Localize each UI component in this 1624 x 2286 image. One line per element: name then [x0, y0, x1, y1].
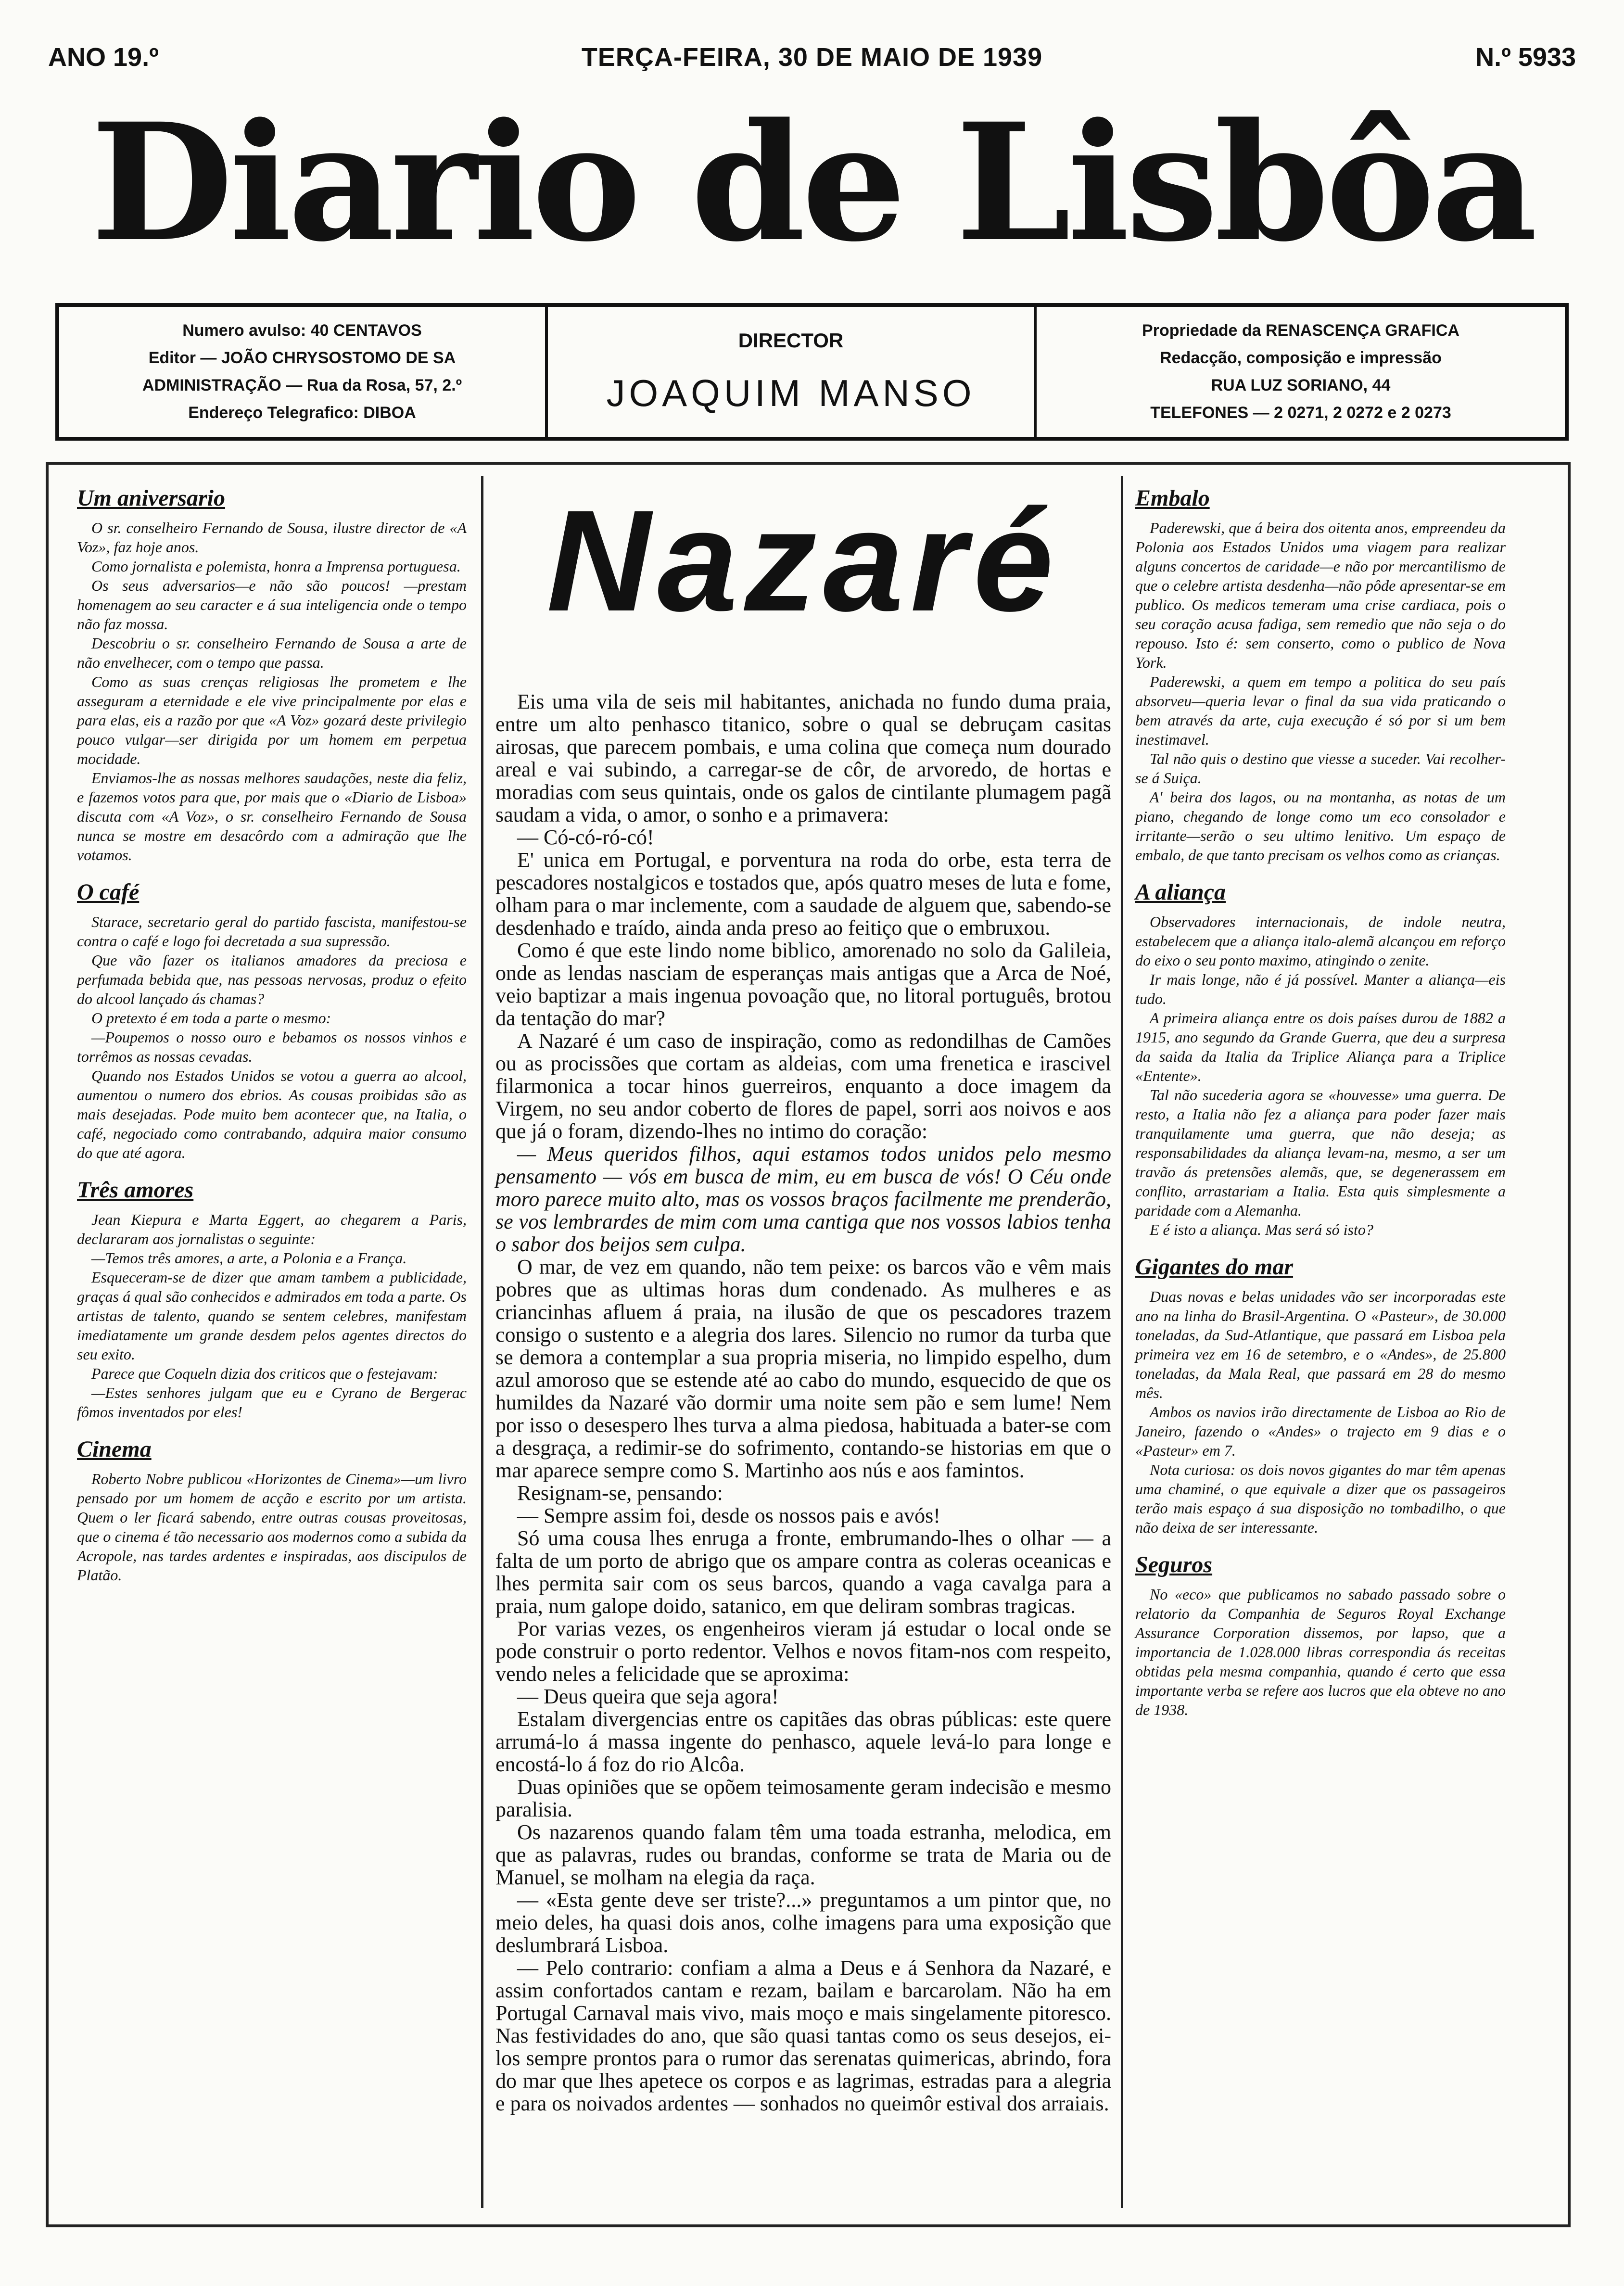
section-paragraph: O pretexto é em toda a parte o mesmo:	[91, 1009, 331, 1027]
section-paragraph: Quando nos Estados Unidos se votou a guerra ao alcool, aumentou o numero dos ebrios. As cousas proibidas são as mais desejadas. Pode muito bem acontecer que, na Italia, o café, negociado como contrabando, adquira maior consumo do que até agora.	[77, 1067, 467, 1161]
article-paragraph: Estalam divergencias entre os capitães das obras públicas: este quere arrumá-lo á massa ingente do penhasco, aquele levá-lo para longe e encostá-lo á foz do rio Alcôa.	[495, 1707, 1111, 1776]
section-paragraph: Enviamos-lhe as nossas melhores saudações, neste dia feliz, e fazemos votos para que, por mais que o «Diario de Lisboa» discuta com «A Voz», o sr. conselheiro Fernando de Sousa nunca se mostre em desacôrdo com a admiração que lhe votamos.	[77, 769, 467, 864]
section-paragraph: Descobriu o sr. conselheiro Fernando de Sousa a arte de não envelhecer, com o tempo que passa.	[77, 635, 467, 671]
section-heading: A aliança	[1135, 879, 1226, 905]
section-paragraph: —Temos três amores, a arte, a Polonia e a França.	[91, 1249, 407, 1267]
section-heading: Gigantes do mar	[1135, 1254, 1294, 1280]
column-section	[77, 1432, 467, 1585]
section-paragraph: Roberto Nobre publicou «Horizontes de Cinema»—um livro pensado por um homem de acção e escrito por um artista. Quem o ler ficará sabendo, entre outras cousas proveitosas, que o cinema é tão necessario aos modernos como a subida da Acropole, nas tardes ardentes e inspiradas, aos discipulos de Platão.	[77, 1470, 467, 1584]
section-paragraph: Paderewski, que á beira dos oitenta anos, empreendeu da Polonia aos Estados Unidos uma viagem para realizar alguns concertos de caridade—e não por mercantilismo de que o celebre artista desdenha—não pôde apresentar-se em publico. Os medicos temeram uma crise cardiaca, pois o seu coração acusa fadiga, sem remedio que não seja o do repouso. Isto é: sem conserto, como o publico de Nova York.	[1135, 519, 1506, 671]
column-rule-right	[1121, 476, 1123, 2208]
article-paragraph: — «Esta gente deve ser triste?...» preguntamos a um pintor que, no meio deles, ha quasi dois anos, colhe imagens para uma exposição que deslumbrará Lisboa.	[495, 1888, 1111, 1957]
ownership-line: Propriedade da RENASCENÇA GRAFICA	[1142, 321, 1459, 340]
article-paragraph: Os nazarenos quando falam têm uma toada estranha, melodica, em que as palavras, rudes ou brandas, conforme se trata de Maria ou de Manuel, se molham na elegia da raça.	[495, 1820, 1111, 1889]
left-column	[77, 481, 467, 1595]
printing-line: Redacção, composição e impressão	[1160, 349, 1442, 367]
article-paragraph: Por varias vezes, os engenheiros vieram já estudar o local onde se pode construir o porto redentor. Velhos e novos fitam-nos com respeito, vendo neles a felicidade que se aproxima:	[495, 1617, 1111, 1686]
article-paragraph: E' unica em Portugal, e porventura na roda do orbe, esta terra de pescadores nostalgicos e tostados que, após quatro meses de luta e fome, olham para o mar inclemente, com a saudade de alguem que, sabendo-se desdenhado e traído, ainda anda preso ao feitiço que o embruxou.	[495, 848, 1111, 940]
article-paragraph: Eis uma vila de seis mil habitantes, anichada no fundo duma praia, entre um alto penhasco titanico, sobre o qual se debruçam casitas airosas, que parecem pombais, e uma colina que começa num dourado areal e vai subindo, a carregar-se de côr, de arvoredo, de hortas e moradias com seus quintais, onde os galos de cintilante plumagem pagã saudam a vida, o amor, o sonho e a primavera:	[495, 690, 1111, 826]
column-rule-left	[481, 476, 483, 2208]
section-paragraph: A primeira aliança entre os dois países durou de 1882 a 1915, ano segundo da Grande Guerra, que deu a surpresa da saida da Italia da Triplice Aliança para a Triplice «Entente».	[1135, 1009, 1506, 1084]
section-paragraph: Como jornalista e polemista, honra a Imprensa portuguesa.	[91, 558, 461, 575]
issue-date: TERÇA-FEIRA, 30 DE MAIO DE 1939	[581, 43, 1043, 72]
article-paragraph: Duas opiniões que se opõem teimosamente geram indecisão e mesmo paralisia.	[495, 1775, 1111, 1821]
right-column	[1135, 481, 1506, 1730]
info-left	[59, 307, 545, 437]
director-label: DIRECTOR	[738, 329, 844, 352]
year-label: ANO 19.º	[48, 43, 159, 72]
section-heading: Um aniversario	[77, 485, 226, 511]
section-paragraph: Nota curiosa: os dois novos gigantes do mar têm apenas uma chaminé, o que equivale a dizer que os passageiros terão mais espaço á sua disposição no tombadilho, o que não deixa de ser interessante.	[1135, 1461, 1506, 1536]
administration-line: ADMINISTRAÇÃO — Rua da Rosa, 57, 2.º	[142, 376, 462, 394]
section-paragraph: No «eco» que publicamos no sabado passado sobre o relatorio da Companhia de Seguros Royal Exchange Assurance Corporation dissemos, por lapso, que a importancia de 1.028.000 libras correspondia ás receitas obtidas pela mesma companhia, quando é certo que essa importante verba se refere aos lucros que ela obteve no ano de 1938.	[1135, 1586, 1506, 1718]
column-section	[77, 481, 467, 864]
section-heading: O café	[77, 879, 140, 905]
top-line	[48, 42, 1576, 86]
section-paragraph: A' beira dos lagos, ou na montanha, as notas de um piano, chegando de longe como um eco consolador e irritante—serão o seu ultimo lenitivo. Um espaço de embalo, de que tanto precisam os velhos como as crianças.	[1135, 788, 1506, 864]
article-body	[495, 690, 1111, 2115]
section-heading: Seguros	[1135, 1552, 1213, 1577]
section-paragraph: Ir mais longe, não é já possível. Manter a aliança—eis tudo.	[1135, 971, 1506, 1007]
article-paragraph: Resignam-se, pensando:	[517, 1481, 723, 1505]
section-paragraph: Tal não quis o destino que viesse a suceder. Vai recolher-se á Suiça.	[1135, 750, 1506, 787]
telegraph-line: Endereço Telegrafico: DIBOA	[188, 404, 416, 422]
section-heading: Três amores	[77, 1177, 194, 1203]
article-paragraph: Só uma cousa lhes enruga a fronte, embrumando-lhes o olhar — a falta de um porto de abrigo que os ampare contra as coleras oceanicas e lhes permita sair com os seus barcos, quando a vaga cavalga para a praia, num galope doido, satanico, em que deliram sombras tragicas.	[495, 1526, 1111, 1618]
column-section	[1135, 1250, 1506, 1537]
section-paragraph: Paderewski, a quem em tempo a politica do seu país absorveu—queria levar o final da sua vida praticando o bem através da arte, cuja execução é só por si um bem inestimavel.	[1135, 673, 1506, 748]
article-paragraph: — Meus queridos filhos, aqui estamos todos unidos pelo mesmo pensamento — vós em busca de mim, eu em busca de vós! O Céu onde moro parece muito alto, mas os vossos braços facilmente me prenderão, se vos lembrardes de mim com uma cantiga que nos vossos labios tenha o sabor dos beijos sem culpa.	[495, 1142, 1111, 1256]
director-name: JOAQUIM MANSO	[606, 371, 976, 414]
section-paragraph: Observadores internacionais, de indole neutra, estabelecem que a aliança italo-alemã alcançou em reforço do eixo o seu ponto maximo, atingindo o zenite.	[1135, 913, 1506, 969]
masthead	[77, 88, 1547, 278]
article-paragraph: — Pelo contrario: confiam a alma a Deus e á Senhora da Nazaré, e assim confortados cantam e rezam, bailam e barcarolam. Não ha em Portugal Carnaval mais vivo, mais moço e mais singelamente pitoresco. Nas festividades do ano, que são quasi tantas como os seus desejos, ei-los sempre prontos para o rumor das serenatas quimericas, abrindo, fora do mar que lhes apetece os corpos e as lagrimas, estradas para a alegria e para os noivados ardentes — sonhados no queimôr estival dos arraiais.	[495, 1956, 1111, 2115]
article-paragraph: — Deus queira que seja agora!	[517, 1685, 779, 1708]
editor-line: Editor — JOÃO CHRYSOSTOMO DE SA	[148, 349, 456, 367]
info-right	[1037, 307, 1565, 437]
article-paragraph: Como é que este lindo nome biblico, amorenado no solo da Galileia, onde as lendas nasciam de esperanças mais antigas que a Arca de Noé, veio baptizar a mais ingenua povoação que, no litoral português, brotou da tentação do mar?	[495, 939, 1111, 1030]
info-director	[545, 307, 1037, 437]
article-paragraph: — Có-có-ró-có!	[517, 826, 654, 849]
section-paragraph: Tal não sucederia agora se «houvesse» uma guerra. De resto, a Italia não fez a aliança para poder fazer mais tranquilamente uma guerra, que não deseja; as responsabilidades da aliança levam-na, mesmo, a ser um travão ás pretensões alemãs, que, se degenerassem em conflito, arrastariam a Italia. Esta quis simplesmente a paridade com a Alemanha.	[1135, 1086, 1506, 1219]
column-section	[77, 875, 467, 1162]
section-paragraph: Ambos os navios irão directamente de Lisboa ao Rio de Janeiro, fazendo o «Andes» o trajecto em 9 dias e o «Pasteur» em 7.	[1135, 1403, 1506, 1459]
section-paragraph: Jean Kiepura e Marta Eggert, ao chegarem a Paris, declararam aos jornalistas o seguinte:	[77, 1211, 467, 1247]
column-section	[1135, 875, 1506, 1239]
column-section	[1135, 481, 1506, 864]
article-title: Nazaré	[546, 480, 1060, 641]
section-paragraph: Duas novas e belas unidades vão ser incorporadas este ano na linha do Brasil-Argentina. O «Pasteur», de 30.000 toneladas, da Sud-Atlantique, que passará em Lisboa pela primeira vez em 16 de setembro, e o «Andes», de 25.800 toneladas, da Mala Real, que passará em 28 do mesmo mês.	[1135, 1288, 1506, 1401]
main-article	[495, 481, 1111, 2115]
article-paragraph: — Sempre assim foi, desde os nossos pais e avós!	[517, 1504, 940, 1527]
info-box	[55, 303, 1569, 441]
column-section	[77, 1173, 467, 1422]
section-paragraph: Os seus adversarios—e não são poucos! —prestam homenagem ao seu caracter e á sua inteligencia onde o tempo não faz mossa.	[77, 577, 467, 633]
section-paragraph: Starace, secretario geral do partido fascista, manifestou-se contra o café e logo foi decretada a sua supressão.	[77, 913, 467, 950]
masthead-title: Diario de Lisbôa	[90, 88, 1534, 278]
issue-number: N.º 5933	[1475, 43, 1576, 72]
address-line: RUA LUZ SORIANO, 44	[1211, 376, 1391, 394]
section-paragraph: Esqueceram-se de dizer que amam tambem a publicidade, graças á qual são conhecidos e admirados em toda a parte. Os artistas de talento, quando se sentem celebres, manifestam imediatamente um grande desdem pelos agentes directos do seu exito.	[77, 1269, 467, 1363]
article-paragraph: A Nazaré é um caso de inspiração, como as redondilhas de Camões ou as procissões que cortam as aldeias, com uma frenetica e irascivel filarmonica a tocar hinos guerreiros, enquanto a doce imagem da Virgem, no seu andor coberto de flores de papel, sorri aos noivos e aos que já o foram, dizendo-lhes no intimo do coração:	[495, 1029, 1111, 1143]
price-line: Numero avulso: 40 CENTAVOS	[182, 321, 422, 340]
section-paragraph: —Estes senhores julgam que eu e Cyrano de Bergerac fômos inventados por eles!	[77, 1384, 467, 1421]
column-section	[1135, 1548, 1506, 1719]
section-heading: Embalo	[1135, 485, 1210, 511]
section-paragraph: Como as suas crenças religiosas lhe prometem e lhe asseguram a eternidade e ele vive principalmente por elas e para elas, eis a razão por que «A Voz» gozará deste privilegio pouco vulgar—ser dirigida por um homem em perpetua mocidade.	[77, 673, 467, 767]
section-paragraph: —Poupemos o nosso ouro e bebamos os nossos vinhos e torrêmos as nossas cevadas.	[77, 1029, 467, 1065]
section-paragraph: Parece que Coqueln dizia dos criticos que o festejavam:	[91, 1365, 438, 1382]
section-paragraph: O sr. conselheiro Fernando de Sousa, ilustre director de «A Voz», faz hoje anos.	[77, 519, 467, 556]
article-paragraph: O mar, de vez em quando, não tem peixe: os barcos vão e vêm mais pobres que as ultimas horas dum condenado. As mulheres e as criancinhas afluem á praia, na ilusão de que os pescadores trazem consigo o sustento e a alegria dos lares. Silencio no rumor da turba que se demora a contemplar a sua propria miseria, no limpido espelho, dum azul amoroso que se estende até ao cabo do mundo, esquecido de que os humildes da Nazaré vão dormir uma noite sem pão e sem lume! Nem por isso o desespero lhes turva a alma piedosa, habituada a bater-se com a desgraça, a redimir-se do sofrimento, contando-se historias em que o mar aparece sempre como S. Martinho aos nús e aos famintos.	[495, 1255, 1111, 1482]
section-heading: Cinema	[77, 1436, 152, 1462]
phones-line: TELEFONES — 2 0271, 2 0272 e 2 0273	[1150, 404, 1451, 422]
section-paragraph: E é isto a aliança. Mas será só isto?	[1150, 1221, 1373, 1238]
section-paragraph: Que vão fazer os italianos amadores da preciosa e perfumada bebida que, nas pessoas nervosas, produz o efeito do alcool lançado ás chamas?	[77, 952, 467, 1007]
